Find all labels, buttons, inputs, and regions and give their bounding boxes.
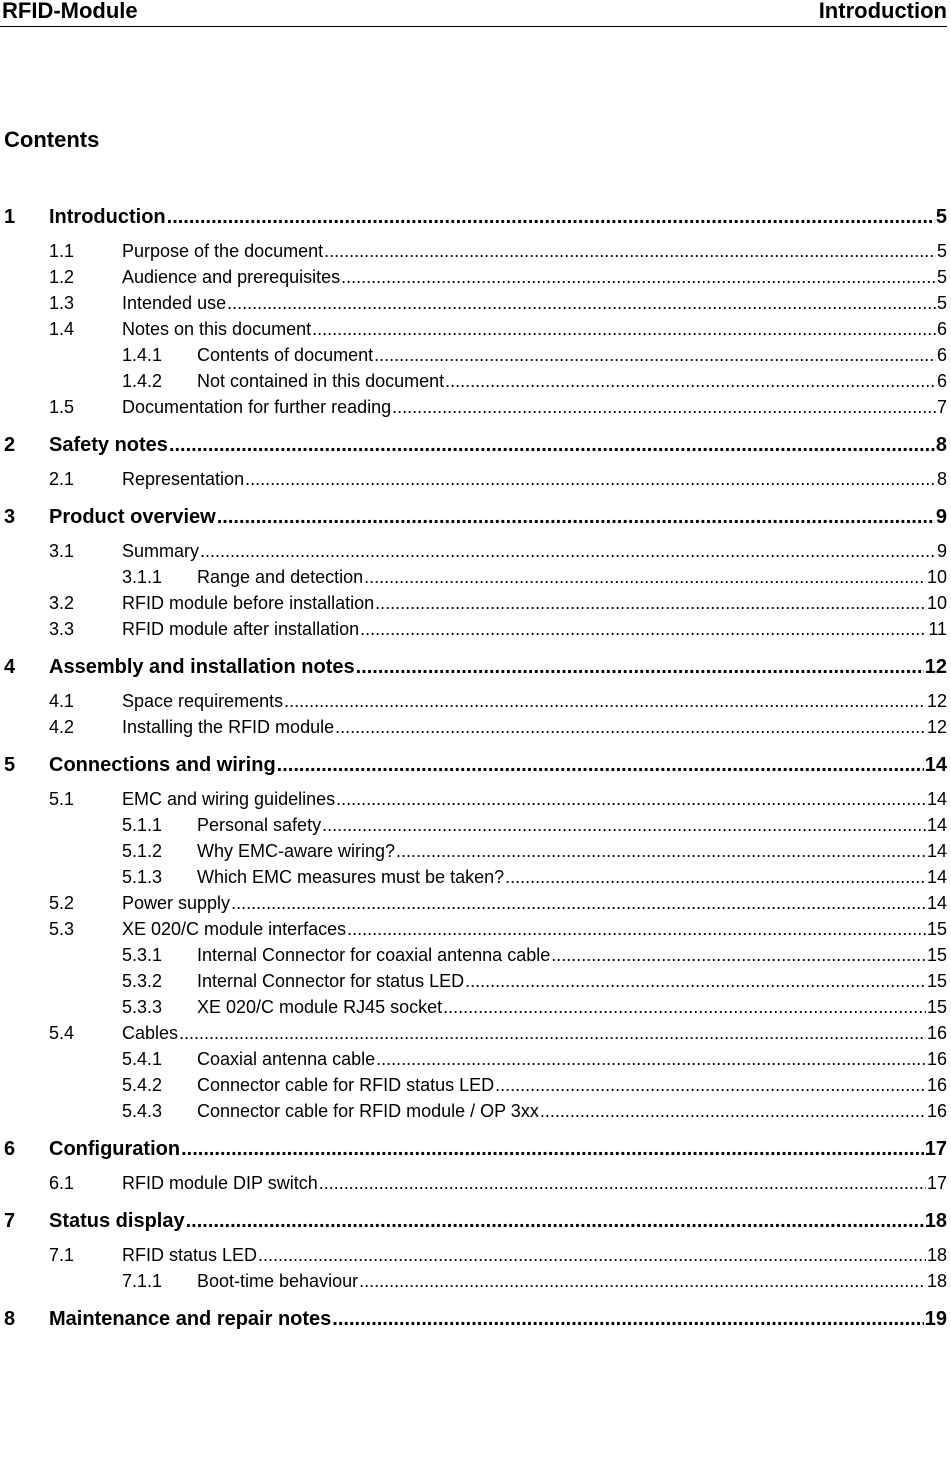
toc-number: 3.3 (49, 619, 75, 639)
toc-page-number: 5 (936, 267, 947, 287)
toc-title: Connections and wiring (49, 754, 276, 776)
toc-dot-leader (167, 205, 935, 229)
toc-entry-7[interactable] (0, 1209, 947, 1233)
toc-page-number: 17 (924, 1138, 947, 1160)
toc-number: 5.3 (49, 919, 75, 939)
toc-title: Product overview (49, 506, 216, 528)
toc-page-number: 11 (928, 619, 947, 639)
toc-entry-3-1-1[interactable] (0, 565, 947, 589)
toc-number: 6.1 (49, 1173, 75, 1193)
toc-entry-4-2[interactable] (0, 715, 947, 739)
toc-entry-4-1[interactable] (0, 689, 947, 713)
toc-entry-2[interactable] (0, 433, 947, 457)
toc-entry-1[interactable] (0, 205, 947, 229)
toc-entry-1-3[interactable] (0, 291, 947, 315)
toc-number: 6 (4, 1138, 16, 1160)
toc-page-number: 12 (926, 717, 947, 737)
toc-entry-5-2[interactable] (0, 891, 947, 915)
toc-page-number: 14 (926, 867, 947, 887)
toc-entry-3-2[interactable] (0, 591, 947, 615)
toc-page-number: 19 (924, 1308, 947, 1330)
toc-title: Boot-time behaviour (197, 1271, 359, 1291)
toc-dot-leader (445, 369, 936, 393)
toc-dot-leader (505, 865, 926, 889)
toc-dot-leader (231, 891, 926, 915)
toc-dot-leader (332, 1307, 923, 1331)
header-section-name: Introduction (818, 0, 947, 23)
toc-dot-leader (284, 689, 926, 713)
toc-title: Documentation for further reading (122, 397, 392, 417)
toc-entry-5-3-2[interactable] (0, 969, 947, 993)
toc-number: 4.2 (49, 717, 75, 737)
toc-dot-leader (341, 265, 936, 289)
toc-page-number: 8 (935, 434, 947, 456)
toc-page-number: 15 (926, 945, 947, 965)
toc-number: 3.1 (49, 541, 75, 561)
toc-entry-4[interactable] (0, 655, 947, 679)
toc-title: Introduction (49, 206, 166, 228)
toc-title: Safety notes (49, 434, 168, 456)
toc-dot-leader (359, 1269, 926, 1293)
toc-number: 4 (4, 656, 16, 678)
toc-dot-leader (375, 591, 926, 615)
toc-number: 1.3 (49, 293, 75, 313)
toc-dot-leader (347, 917, 926, 941)
toc-title: Power supply (122, 893, 231, 913)
toc-number: 3.2 (49, 593, 75, 613)
toc-dot-leader (540, 1099, 926, 1123)
toc-number: 8 (4, 1308, 16, 1330)
toc-dot-leader (312, 317, 936, 341)
toc-page-number: 10 (926, 593, 947, 613)
toc-dot-leader (277, 753, 924, 777)
toc-title: Summary (122, 541, 200, 561)
toc-dot-leader (374, 343, 936, 367)
toc-number: 5 (4, 754, 16, 776)
toc-dot-leader (186, 1209, 924, 1233)
toc-entry-5-3[interactable] (0, 917, 947, 941)
toc-page-number: 14 (926, 841, 947, 861)
toc-number: 5.3.2 (122, 971, 163, 991)
toc-title: Range and detection (197, 567, 364, 587)
toc-page-number: 14 (924, 754, 947, 776)
toc-page-number: 16 (926, 1049, 947, 1069)
toc-title: Notes on this document (122, 319, 312, 339)
toc-entry-5-1[interactable] (0, 787, 947, 811)
toc-dot-leader (356, 655, 924, 679)
toc-dot-leader (360, 617, 927, 641)
toc-title: Assembly and installation notes (49, 656, 355, 678)
toc-page-number: 12 (926, 691, 947, 711)
toc-page-number: 14 (926, 893, 947, 913)
toc-title: EMC and wiring guidelines (122, 789, 336, 809)
toc-title: Internal Connector for status LED (197, 971, 465, 991)
toc-dot-leader (551, 943, 926, 967)
toc-page-number: 5 (936, 241, 947, 261)
toc-entry-7-1-1[interactable] (0, 1269, 947, 1293)
toc-entry-5-4-2[interactable] (0, 1073, 947, 1097)
toc-title: Connector cable for RFID module / OP 3xx (197, 1101, 539, 1121)
toc-number: 1.4.1 (122, 345, 163, 365)
toc-page-number: 16 (926, 1075, 947, 1095)
toc-dot-leader (396, 839, 926, 863)
toc-page-number: 9 (935, 506, 947, 528)
toc-title: Purpose of the document (122, 241, 324, 261)
toc-dot-leader (245, 467, 936, 491)
toc-title: Not contained in this document (197, 371, 445, 391)
toc-title: Which EMC measures must be taken? (197, 867, 505, 887)
toc-title: Installing the RFID module (122, 717, 335, 737)
toc-dot-leader (227, 291, 936, 315)
toc-title: Connector cable for RFID status LED (197, 1075, 495, 1095)
toc-title: Coaxial antenna cable (197, 1049, 376, 1069)
toc-number: 1.2 (49, 267, 75, 287)
toc-entry-5-3-1[interactable] (0, 943, 947, 967)
toc-dot-leader (319, 1171, 926, 1195)
toc-dot-leader (465, 969, 926, 993)
toc-title: Representation (122, 469, 245, 489)
toc-entry-5-1-2[interactable] (0, 839, 947, 863)
toc-page-number: 14 (926, 815, 947, 835)
toc-number: 5.1 (49, 789, 75, 809)
toc-number: 5.1.1 (122, 815, 163, 835)
toc-page-number: 15 (926, 997, 947, 1017)
toc-title: Status display (49, 1210, 185, 1232)
toc-number: 1.5 (49, 397, 75, 417)
toc-number: 1.4 (49, 319, 75, 339)
toc-dot-leader (179, 1021, 926, 1045)
toc-entry-5-4-3[interactable] (0, 1099, 947, 1123)
toc-title: Contents of document (197, 345, 374, 365)
toc-title: Cables (122, 1023, 179, 1043)
toc-number: 7 (4, 1210, 16, 1232)
toc-entry-3-1[interactable] (0, 539, 947, 563)
toc-number: 5.1.3 (122, 867, 163, 887)
toc-title: Configuration (49, 1138, 181, 1160)
toc-page-number: 17 (926, 1173, 947, 1193)
toc-page-number: 16 (926, 1023, 947, 1043)
toc-title: RFID status LED (122, 1245, 258, 1265)
toc-page-number: 7 (936, 397, 947, 417)
page-title: Contents (4, 127, 100, 152)
toc-title: Maintenance and repair notes (49, 1308, 332, 1330)
toc-dot-leader (169, 433, 935, 457)
toc-page-number: 18 (924, 1210, 947, 1232)
toc-title: XE 020/C module interfaces (122, 919, 347, 939)
toc-dot-leader (258, 1243, 926, 1267)
toc-number: 5.3.1 (122, 945, 163, 965)
toc-entry-5[interactable] (0, 753, 947, 777)
toc-number: 2 (4, 434, 16, 456)
toc-page-number: 6 (936, 319, 947, 339)
toc-entry-3-3[interactable] (0, 617, 947, 641)
toc-number: 5.4 (49, 1023, 75, 1043)
toc-number: 3 (4, 506, 16, 528)
toc-page-number: 14 (926, 789, 947, 809)
toc-number: 2.1 (49, 469, 75, 489)
header-module-name: RFID-Module (2, 0, 138, 23)
toc-entry-5-4-1[interactable] (0, 1047, 947, 1071)
toc-number: 7.1 (49, 1245, 75, 1265)
toc-dot-leader (364, 565, 926, 589)
toc-number: 5.2 (49, 893, 75, 913)
toc-entry-5-1-1[interactable] (0, 813, 947, 837)
toc-entry-8[interactable] (0, 1307, 947, 1331)
toc-entry-1-5[interactable] (0, 395, 947, 419)
toc-title: XE 020/C module RJ45 socket (197, 997, 443, 1017)
toc-number: 1.4.2 (122, 371, 163, 391)
toc-number: 5.4.1 (122, 1049, 163, 1069)
toc-dot-leader (443, 995, 926, 1019)
toc-title: Audience and prerequisites (122, 267, 341, 287)
toc-page-number: 12 (924, 656, 947, 678)
toc-number: 7.1.1 (122, 1271, 163, 1291)
toc-title: RFID module after installation (122, 619, 360, 639)
toc-entry-5-3-3[interactable] (0, 995, 947, 1019)
toc-title: RFID module DIP switch (122, 1173, 318, 1193)
toc-entry-5-4[interactable] (0, 1021, 947, 1045)
toc-dot-leader (200, 539, 936, 563)
toc-entry-6[interactable] (0, 1137, 947, 1161)
toc-entry-1-4[interactable] (0, 317, 947, 341)
toc-title: Space requirements (122, 691, 284, 711)
toc-dot-leader (335, 715, 926, 739)
toc-page-number: 6 (936, 371, 947, 391)
toc-entry-3[interactable] (0, 505, 947, 529)
toc-page-number: 5 (935, 206, 947, 228)
toc-title: Internal Connector for coaxial antenna cable (197, 945, 551, 965)
toc-entry-1-4-1[interactable] (0, 343, 947, 367)
toc-dot-leader (181, 1137, 924, 1161)
toc-page-number: 5 (936, 293, 947, 313)
toc-title: RFID module before installation (122, 593, 375, 613)
toc-entry-1-4-2[interactable] (0, 369, 947, 393)
toc-page-number: 15 (926, 971, 947, 991)
toc-number: 3.1.1 (122, 567, 163, 587)
toc-page-number: 6 (936, 345, 947, 365)
toc-dot-leader (322, 813, 926, 837)
toc-entry-5-1-3[interactable] (0, 865, 947, 889)
toc-number: 5.3.3 (122, 997, 163, 1017)
toc-number: 5.4.3 (122, 1101, 163, 1121)
toc-page-number: 9 (936, 541, 947, 561)
toc-entry-2-1[interactable] (0, 467, 947, 491)
toc-page-number: 8 (936, 469, 947, 489)
toc-page-number: 18 (926, 1271, 947, 1291)
toc-dot-leader (495, 1073, 926, 1097)
toc-entry-7-1[interactable] (0, 1243, 947, 1267)
toc-title: Intended use (122, 293, 227, 313)
toc-dot-leader (376, 1047, 926, 1071)
toc-page-number: 10 (926, 567, 947, 587)
toc-number: 1.1 (49, 241, 75, 261)
toc-entry-6-1[interactable] (0, 1171, 947, 1195)
toc-number: 5.1.2 (122, 841, 163, 861)
toc-dot-leader (324, 239, 936, 263)
toc-dot-leader (217, 505, 935, 529)
toc-entry-1-1[interactable] (0, 239, 947, 263)
toc-dot-leader (392, 395, 936, 419)
toc-page-number: 16 (926, 1101, 947, 1121)
toc-dot-leader (336, 787, 926, 811)
toc-number: 1 (4, 206, 16, 228)
toc-page-number: 15 (926, 919, 947, 939)
toc-number: 4.1 (49, 691, 75, 711)
toc-title: Why EMC-aware wiring? (197, 841, 396, 861)
toc-page-number: 18 (926, 1245, 947, 1265)
toc-entry-1-2[interactable] (0, 265, 947, 289)
toc-number: 5.4.2 (122, 1075, 163, 1095)
toc-title: Personal safety (197, 815, 322, 835)
